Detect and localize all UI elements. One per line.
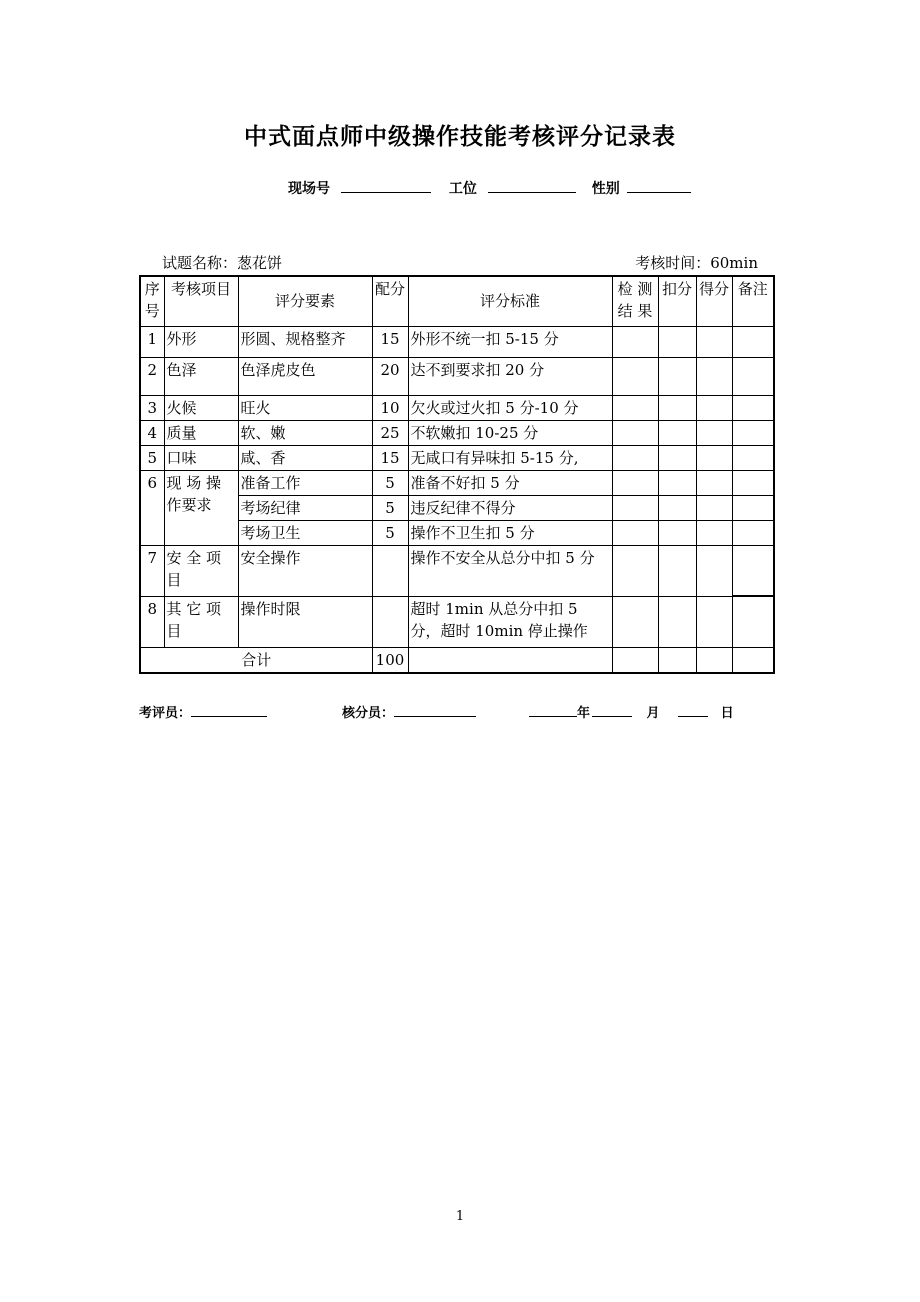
col-standard: 评分标准 [408, 276, 612, 326]
score-table [139, 275, 775, 674]
scorer-input[interactable] [394, 704, 476, 717]
table-row: 6 现 场 操作要求 准备工作 5 准备不好扣 5 分 [140, 470, 774, 495]
page-title: 中式面点师中级操作技能考核评分记录表 [244, 124, 676, 150]
scorer-field: 核分员： [342, 702, 476, 721]
col-score: 得分 [696, 276, 732, 326]
col-result: 检 测结 果 [612, 276, 658, 326]
total-row [140, 647, 774, 673]
site-no-field [288, 178, 431, 198]
exam-name: 试题名称：葱花饼 [162, 254, 283, 272]
station-field [449, 178, 576, 198]
table-row: 8 其 它 项目 操作时限 超时 1min 从总分中扣 5 分，超时 10min 停止操作 [140, 596, 774, 647]
table-row: 5 口味 咸、香 15 无咸口有异味扣 5-15 分, [140, 445, 774, 470]
table-row: 2 色泽 色泽虎皮色 20 达不到要求扣 20 分 [140, 357, 774, 395]
table-row: 考场纪律 5 违反纪律不得分 [140, 495, 774, 520]
year-input[interactable] [529, 704, 577, 717]
gender-label: 性别 [591, 181, 620, 197]
site-no-input[interactable] [341, 178, 431, 193]
month-input[interactable] [592, 704, 632, 717]
col-remark: 备注 [732, 276, 774, 326]
total-points: 100 [372, 647, 408, 673]
day-input[interactable] [678, 704, 708, 717]
col-seq: 序号 [140, 276, 164, 326]
table-row: 1 外形 形圆、规格整齐 15 外形不统一扣 5-15 分 [140, 326, 774, 357]
col-points: 配分 [372, 276, 408, 326]
col-deduct: 扣分 [658, 276, 696, 326]
gender-input[interactable] [627, 178, 691, 193]
table-row: 7 安 全 项目 安全操作 操作不安全从总分中扣 5 分 [140, 545, 774, 596]
table-row: 3 火候 旺火 10 欠火或过火扣 5 分-10 分 [140, 395, 774, 420]
gender-field [592, 178, 691, 198]
page-number: 1 [455, 1209, 465, 1224]
examiner-input[interactable] [191, 704, 267, 717]
col-elements: 评分要素 [238, 276, 372, 326]
table-row: 考场卫生 5 操作不卫生扣 5 分 [140, 520, 774, 545]
examiner-field: 考评员： [139, 702, 267, 721]
table-row: 4 质量 软、嫩 25 不软嫩扣 10-25 分 [140, 420, 774, 445]
site-no-label: 现场号 [288, 181, 330, 197]
date-field: 年 月 日 [529, 702, 734, 721]
total-label: 合计 [140, 647, 372, 673]
header-fields [288, 178, 691, 198]
exam-info [162, 252, 758, 273]
header-row [140, 276, 774, 326]
station-input[interactable] [488, 178, 576, 193]
col-item: 考核项目 [164, 276, 238, 326]
exam-time: 考核时间：60min [635, 254, 758, 272]
station-label: 工位 [448, 181, 477, 197]
